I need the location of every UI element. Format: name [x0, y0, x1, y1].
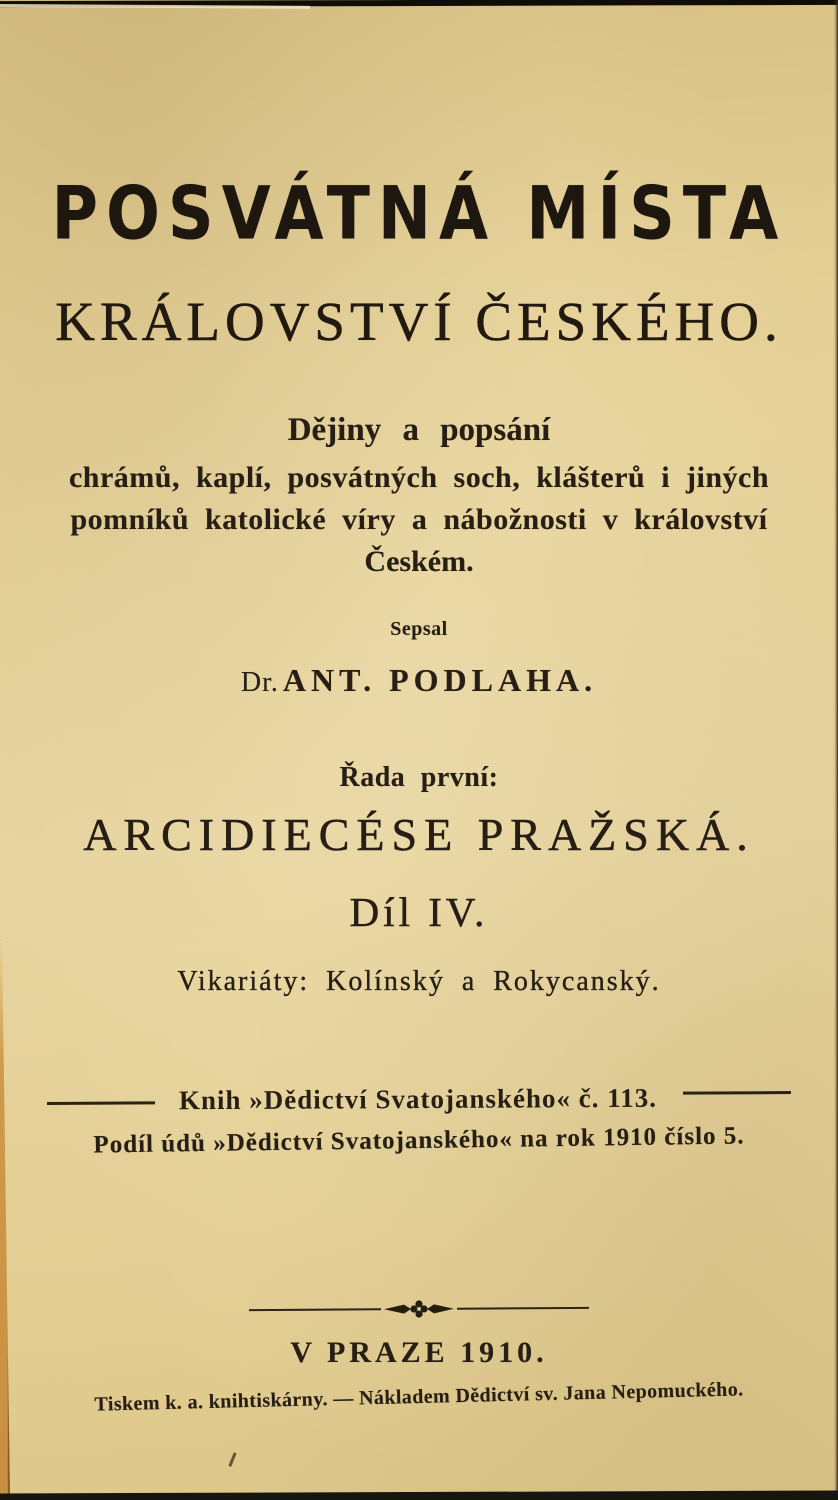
membership-note: Podíl údů »Dědictví Svatojanského« na rok 1910 číslo 5. — [93, 1122, 745, 1159]
vicariates-line: Vikariáty: Kolínský a Rokycanský. — [177, 966, 661, 997]
series-title: ARCIDIECÉSE PRAŽSKÁ. — [83, 809, 755, 860]
fleuron-ornament-icon — [383, 1300, 455, 1319]
subtitle-line: chrámů, kaplí, posvátných soch, klášterů i jiných — [68, 461, 770, 494]
series-label: Řada první: — [339, 762, 499, 793]
author-title-prefix: Dr. — [240, 667, 279, 698]
rule-divider — [47, 1101, 155, 1105]
subtitle-heading: Dějiny a popsání — [287, 412, 551, 448]
printer-note: Tiskem k. a. knihtiskárny. — Nákladem Dědictví sv. Jana Nepomuckého. — [94, 1378, 744, 1416]
subtitle-line: pomníků katolické víry a nábožnosti v království — [70, 503, 768, 536]
ink-smudge — [228, 1452, 236, 1467]
book-title-line2: KRÁLOVSTVÍ ČESKÉHO. — [55, 291, 783, 352]
scan-edge-top-highlight — [0, 4, 310, 9]
subtitle-line: Českém. — [364, 545, 474, 578]
divider-line — [249, 1309, 381, 1311]
book-title-line1: POSVÁTNÁ MÍSTA — [51, 170, 787, 257]
author-name: ANT. PODLAHA. — [282, 662, 598, 698]
series-note: Knih »Dědictví Svatojanského« č. 113. — [178, 1082, 658, 1116]
imprint-place-year: V PRAZE 1910. — [290, 1336, 548, 1369]
scan-edge-bottom — [0, 1491, 838, 1500]
divider-line — [457, 1307, 589, 1309]
volume-label: Díl IV. — [349, 889, 489, 935]
series-note-row — [0, 1082, 838, 1117]
divider-row — [0, 1297, 838, 1321]
author-line — [0, 662, 838, 699]
rule-divider — [683, 1091, 791, 1095]
byline-label: Sepsal — [390, 618, 448, 640]
